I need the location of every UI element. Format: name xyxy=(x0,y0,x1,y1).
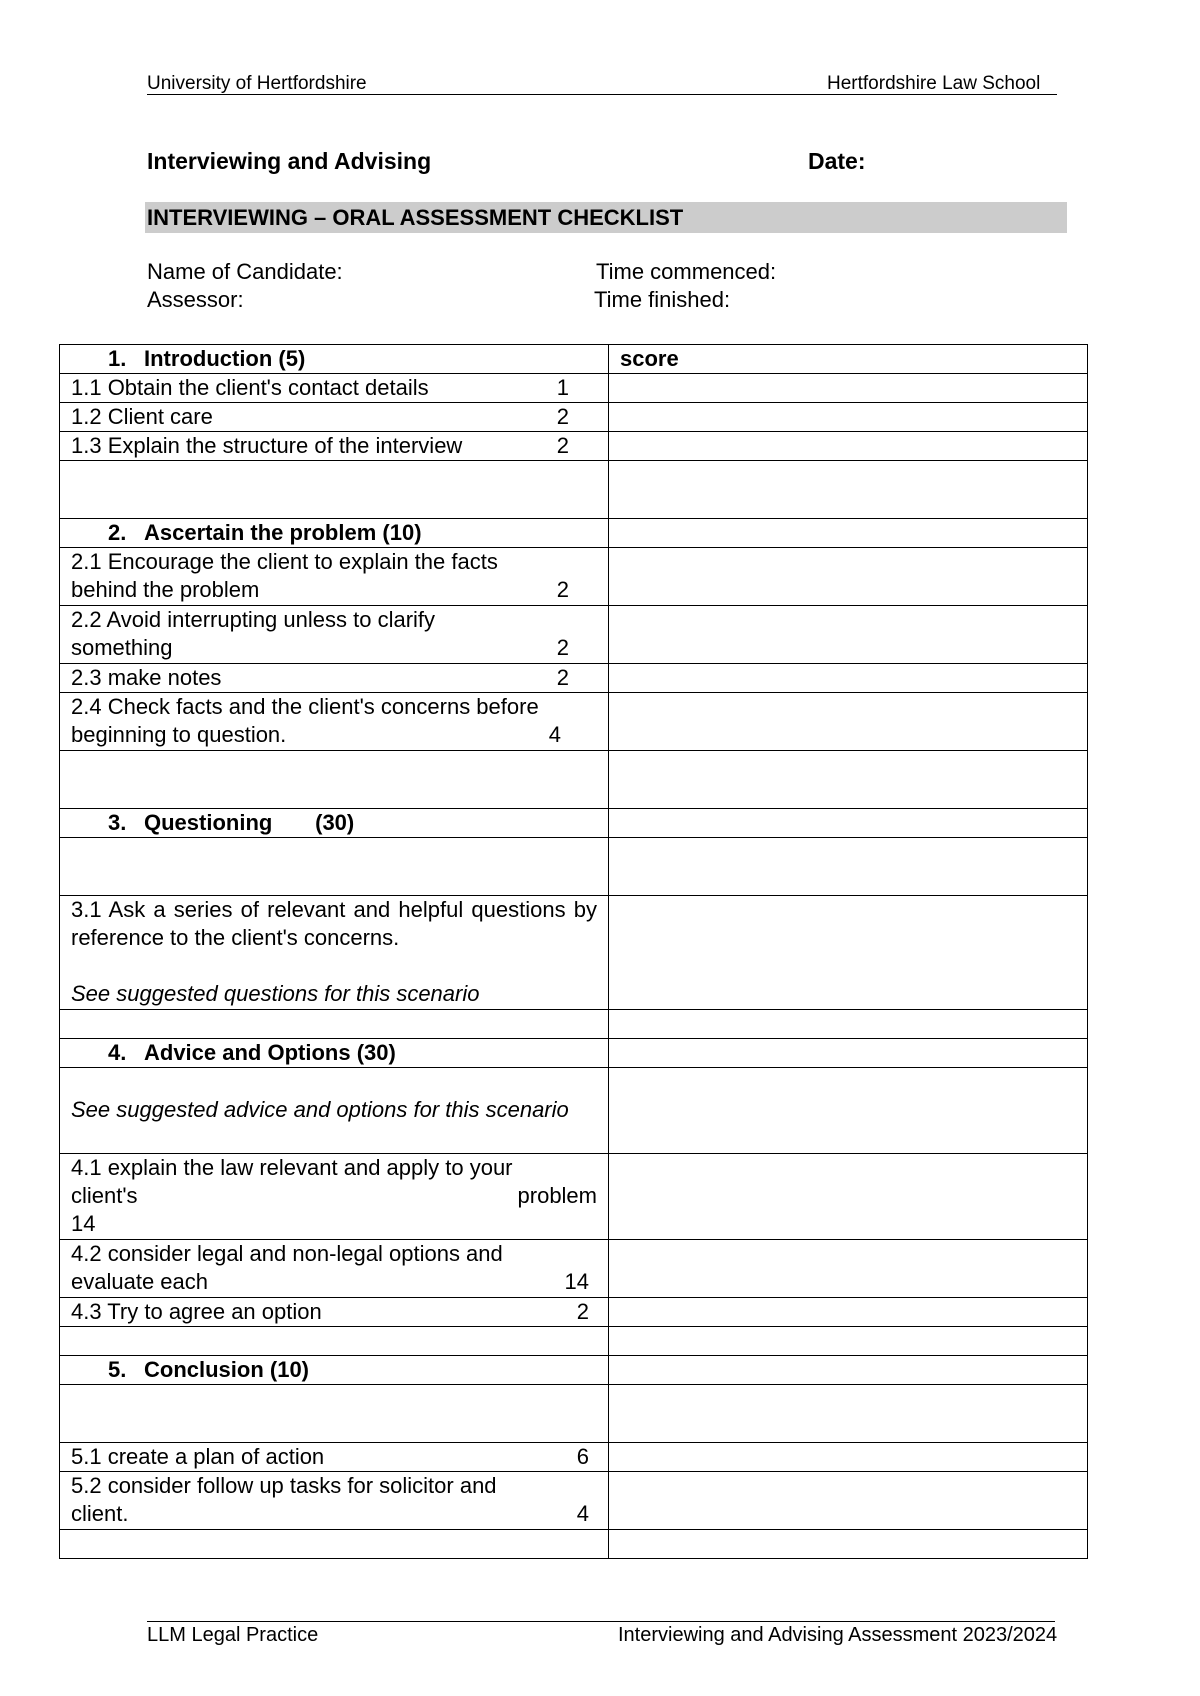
table-row xyxy=(60,606,1088,664)
blank-row xyxy=(60,1010,1088,1039)
score-cell[interactable] xyxy=(609,1443,1088,1472)
checklist-banner: INTERVIEWING – ORAL ASSESSMENT CHECKLIST xyxy=(145,202,1067,233)
footer-rule xyxy=(147,1621,1055,1622)
criterion-cell: 2.3 make notes 2 xyxy=(60,664,609,693)
section-row xyxy=(60,809,1088,838)
blank-cell xyxy=(60,838,609,896)
scenario-note: See suggested questions for this scenario xyxy=(71,981,480,1006)
table-row xyxy=(60,548,1088,606)
blank-cell xyxy=(60,751,609,809)
score-cell[interactable] xyxy=(609,838,1088,896)
score-cell[interactable] xyxy=(609,1530,1088,1559)
score-header: score xyxy=(609,345,1088,374)
score-cell[interactable] xyxy=(609,606,1088,664)
score-cell[interactable] xyxy=(609,519,1088,548)
table-row xyxy=(60,1240,1088,1298)
table-row xyxy=(60,1068,1088,1154)
blank-cell xyxy=(60,1327,609,1356)
scenario-note: See suggested advice and options for this scenario xyxy=(71,1097,569,1122)
blank-row xyxy=(60,838,1088,896)
section-heading: 5. Conclusion (10) xyxy=(60,1356,609,1385)
table-row xyxy=(60,693,1088,751)
time-finished-label: Time finished: xyxy=(594,287,731,312)
section-heading: 4. Advice and Options (30) xyxy=(60,1039,609,1068)
blank-row xyxy=(60,461,1088,519)
criterion-cell: 2.2 Avoid interrupting unless to clarify something 2 xyxy=(60,606,609,664)
criterion-cell: 3.1 Ask a series of relevant and helpful questions by reference to the client's concerns. See suggested questions for this scenario xyxy=(60,896,609,1010)
score-cell[interactable] xyxy=(609,1327,1088,1356)
score-cell[interactable] xyxy=(609,1356,1088,1385)
score-cell[interactable] xyxy=(609,1154,1088,1240)
blank-row xyxy=(60,1385,1088,1443)
section-row xyxy=(60,1356,1088,1385)
score-cell[interactable] xyxy=(609,896,1088,1010)
criterion-cell: 4.3 Try to agree an option 2 xyxy=(60,1298,609,1327)
criterion-cell: 1.1 Obtain the client's contact details 1 xyxy=(60,374,609,403)
section-row xyxy=(60,345,1088,374)
header-university: University of Hertfordshire xyxy=(147,73,367,94)
section-heading: 3. Questioning (30) xyxy=(60,809,609,838)
assessor-label: Assessor: xyxy=(147,287,244,312)
table-row xyxy=(60,1154,1088,1240)
table-row xyxy=(60,1472,1088,1530)
score-cell[interactable] xyxy=(609,1472,1088,1530)
date-label: Date: xyxy=(808,148,866,174)
assessment-checklist-table xyxy=(59,344,1088,1559)
score-cell[interactable] xyxy=(609,664,1088,693)
blank-cell xyxy=(60,461,609,519)
header-rule xyxy=(147,94,1057,95)
score-cell[interactable] xyxy=(609,1010,1088,1039)
table-row xyxy=(60,1443,1088,1472)
score-cell[interactable] xyxy=(609,1385,1088,1443)
table-row xyxy=(60,374,1088,403)
blank-cell xyxy=(60,1530,609,1559)
score-cell[interactable] xyxy=(609,693,1088,751)
course-title: Interviewing and Advising xyxy=(147,148,432,174)
criterion-cell: 1.2 Client care 2 xyxy=(60,403,609,432)
criterion-cell: 4.1 explain the law relevant and apply to your client's problem 14 xyxy=(60,1154,609,1240)
table-row xyxy=(60,664,1088,693)
score-cell[interactable] xyxy=(609,403,1088,432)
criterion-cell: 5.1 create a plan of action 6 xyxy=(60,1443,609,1472)
table-row xyxy=(60,896,1088,1010)
footer-programme: LLM Legal Practice xyxy=(147,1624,319,1646)
section-row xyxy=(60,519,1088,548)
criterion-cell xyxy=(60,1068,609,1154)
score-cell[interactable] xyxy=(609,461,1088,519)
table-row xyxy=(60,432,1088,461)
criterion-cell: 5.2 consider follow up tasks for solicitor and client. 4 xyxy=(60,1472,609,1530)
table-row xyxy=(60,403,1088,432)
section-row xyxy=(60,1039,1088,1068)
score-cell[interactable] xyxy=(609,1068,1088,1154)
score-cell[interactable] xyxy=(609,809,1088,838)
score-cell[interactable] xyxy=(609,432,1088,461)
table-row xyxy=(60,1298,1088,1327)
footer-assessment: Interviewing and Advising Assessment 2023/2024 xyxy=(618,1624,1058,1646)
blank-row xyxy=(60,1327,1088,1356)
candidate-label: Name of Candidate: xyxy=(147,259,343,284)
criterion-cell: 2.1 Encourage the client to explain the facts behind the problem 2 xyxy=(60,548,609,606)
score-cell[interactable] xyxy=(609,1240,1088,1298)
blank-row xyxy=(60,751,1088,809)
section-heading: 2. Ascertain the problem (10) xyxy=(60,519,609,548)
score-cell[interactable] xyxy=(609,1298,1088,1327)
score-cell[interactable] xyxy=(609,751,1088,809)
score-cell[interactable] xyxy=(609,548,1088,606)
score-cell[interactable] xyxy=(609,374,1088,403)
section-heading: 1. Introduction (5) xyxy=(60,345,609,374)
blank-row xyxy=(60,1530,1088,1559)
criterion-cell: 4.2 consider legal and non-legal options and evaluate each 14 xyxy=(60,1240,609,1298)
blank-cell xyxy=(60,1010,609,1039)
header-school: Hertfordshire Law School xyxy=(827,73,1041,94)
criterion-cell: 1.3 Explain the structure of the interview 2 xyxy=(60,432,609,461)
time-commenced-label: Time commenced: xyxy=(596,259,777,284)
criterion-cell: 2.4 Check facts and the client's concerns before beginning to question. 4 xyxy=(60,693,609,751)
blank-cell xyxy=(60,1385,609,1443)
score-cell[interactable] xyxy=(609,1039,1088,1068)
